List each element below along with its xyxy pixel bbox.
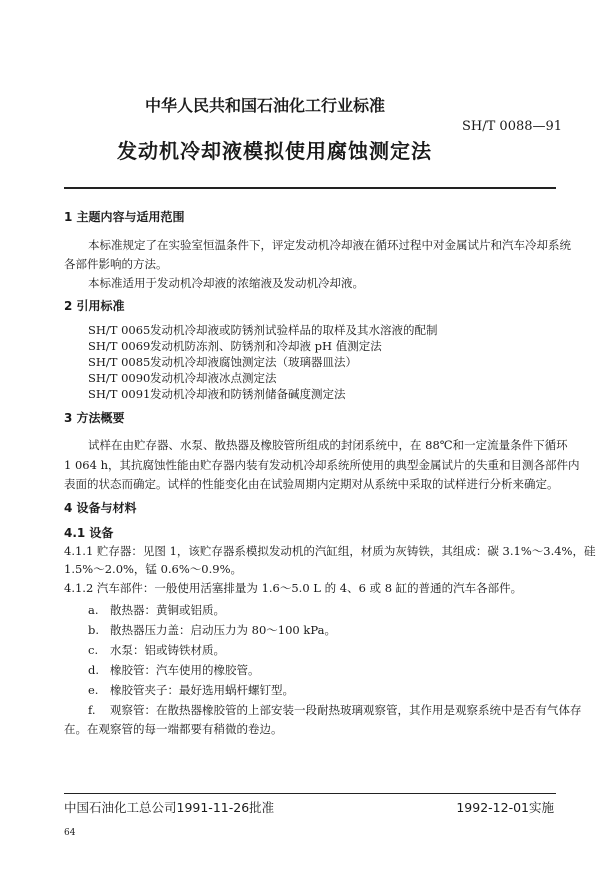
ref-code: SH/T 0065 — [88, 323, 151, 337]
item-text: 观察管：在散热器橡胶管的上部安装一段耐热玻璃观察管，其作用是观察系统中是否有气体存 — [110, 703, 582, 717]
ref-title: 发动机冷却液冰点测定法 — [150, 371, 277, 385]
approval-date: 中国石油化工总公司1991-11-26批准 — [64, 800, 275, 815]
item-key: d. — [88, 663, 100, 677]
list-item — [88, 683, 294, 697]
ref-title: 发动机防冻剂、防锈剂和冷却液 pH 值测定法 — [150, 339, 382, 353]
paragraph-line: 各部件影响的方法。 — [64, 257, 168, 271]
standard-code: SH/T 0088—91 — [462, 119, 563, 134]
ref-code: SH/T 0085 — [88, 355, 151, 369]
paragraph-line: 本标准规定了在实验室恒温条件下，评定发动机冷却液在循环过程中对金属试片和汽车冷却系统 — [88, 238, 571, 252]
item-key: e. — [88, 683, 99, 697]
header-rule — [64, 187, 556, 189]
ref-title: 发动机冷却液或防锈剂试验样品的取样及其水溶液的配制 — [150, 323, 438, 337]
list-item — [88, 663, 260, 677]
item-text: 橡胶管：汽车使用的橡胶管。 — [110, 663, 260, 677]
footer-rule — [64, 793, 556, 794]
item-text: 橡胶管夹子：最好选用蜗杆螺钉型。 — [110, 683, 294, 697]
section-1-heading: 1 主题内容与适用范围 — [64, 210, 185, 224]
issuing-organization: 中华人民共和国石油化工行业标准 — [145, 96, 386, 115]
item-key: a. — [88, 603, 99, 617]
item-key: c. — [88, 643, 99, 657]
paragraph-line: 试样在由贮存器、水泵、散热器及橡胶管所组成的封闭系统中，在 88℃和一定流量条件下循环 — [88, 438, 568, 452]
document-title: 发动机冷却液模拟使用腐蚀测定法 — [117, 139, 432, 163]
page-number: 64 — [64, 828, 76, 838]
reference-item — [88, 387, 346, 401]
section-3-heading: 3 方法概要 — [64, 411, 125, 425]
clause-4-1-1: 4.1.1 贮存器：见图 1，该贮存器系模拟发动机的汽缸组，材质为灰铸铁，其组成：碳 3.1%～3.4%，硅 — [64, 544, 596, 558]
item-text: 水泵：铝或铸铁材质。 — [110, 643, 225, 657]
section-4-heading: 4 设备与材料 — [64, 501, 137, 515]
list-item — [88, 643, 225, 657]
subsection-4-1-heading: 4.1 设备 — [64, 526, 114, 540]
paragraph-line: 表面的状态而确定。试样的性能变化由在试验周期内定期对从系统中采取的试样进行分析来确定。 — [64, 477, 559, 491]
ref-code: SH/T 0090 — [88, 371, 151, 385]
clause-4-1-2: 4.1.2 汽车部件：一般使用活塞排量为 1.6～5.0 L 的 4、6 或 8 缸的普通的汽车各部件。 — [64, 581, 523, 595]
item-text: 散热器：黄铜或铝质。 — [110, 603, 225, 617]
reference-item — [88, 371, 277, 385]
clause-4-1-1-cont: 1.5%～2.0%，锰 0.6%～0.9%。 — [64, 562, 243, 576]
list-item — [88, 603, 225, 617]
item-key: f. — [88, 703, 96, 717]
item-text: 散热器压力盖：启动压力为 80～100 kPa。 — [110, 623, 336, 637]
reference-item — [88, 355, 357, 369]
reference-item — [88, 323, 438, 337]
item-key: b. — [88, 623, 100, 637]
list-item-cont: 在。在观察管的每一端都要有稍微的卷边。 — [64, 722, 283, 736]
ref-title: 发动机冷却液腐蚀测定法（玻璃器皿法） — [150, 355, 357, 369]
effective-date: 1992-12-01实施 — [456, 800, 554, 815]
list-item — [88, 703, 582, 717]
section-2-heading: 2 引用标准 — [64, 299, 125, 313]
reference-item — [88, 339, 382, 353]
paragraph-line: 1 064 h，其抗腐蚀性能由贮存器内装有发动机冷却系统所使用的典型金属试片的失重和目测各部件内 — [64, 458, 580, 472]
ref-code: SH/T 0091 — [88, 387, 151, 401]
list-item — [88, 623, 336, 637]
ref-code: SH/T 0069 — [88, 339, 151, 353]
ref-title: 发动机冷却液和防锈剂储备碱度测定法 — [150, 387, 346, 401]
paragraph-line: 本标准适用于发动机冷却液的浓缩液及发动机冷却液。 — [88, 276, 364, 290]
